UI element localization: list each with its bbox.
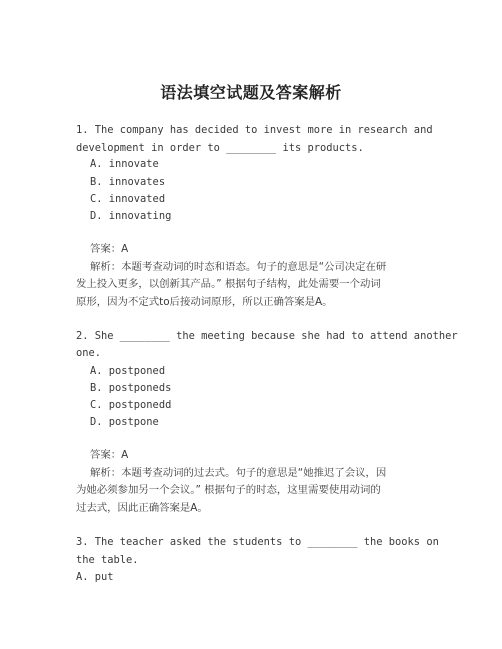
question-2-option-c: C. postponedd [90,399,172,411]
question-2-line-1: 2. She ________ the meeting because she had to attend another [76,330,458,342]
document-title: 语法填空试题及答案解析 [160,83,342,102]
question-1-explanation-line-3: 原形，因为不定式to后接动词原形，所以正确答案是A。 [76,296,333,308]
question-1-explanation-line-2: 发上投入更多，以创新其产品。” 根据句子结构，此处需要一个动词 [76,278,381,290]
question-1-answer: 答案：A [90,243,129,255]
question-3-line-1: 3. The teacher asked the students to ________ the books on [76,536,439,548]
question-2-option-d: D. postpone [90,416,159,428]
question-1-option-b: B. innovates [90,176,166,188]
question-3-line-2: the table. [76,554,139,566]
question-2-line-2: one. [76,347,102,359]
question-1-option-a: A. innovate [90,158,159,170]
question-1-line-2: development in order to ________ its products. [76,142,364,154]
question-1-line-1: 1. The company has decided to invest more in research and [76,124,433,136]
question-2-explanation-line-2: 为她必须参加另一个会议。” 根据句子的时态，这里需要使用动词的 [76,484,381,496]
question-3-option-a: A. put [76,571,114,583]
question-2-option-b: B. postponeds [90,382,172,394]
question-2-option-a: A. postponed [90,365,166,377]
question-1-explanation-line-1: 解析：本题考查动词的时态和语态。句子的意思是“公司决定在研 [90,261,387,273]
question-2-explanation-line-1: 解析：本题考查动词的过去式。句子的意思是“她推迟了会议，因 [90,467,387,479]
question-2-answer: 答案：A [90,449,129,461]
question-1-option-d: D. innovating [90,210,172,222]
question-2-explanation-line-3: 过去式，因此正确答案是A。 [76,502,208,514]
question-1-option-c: C. innovated [90,193,166,205]
